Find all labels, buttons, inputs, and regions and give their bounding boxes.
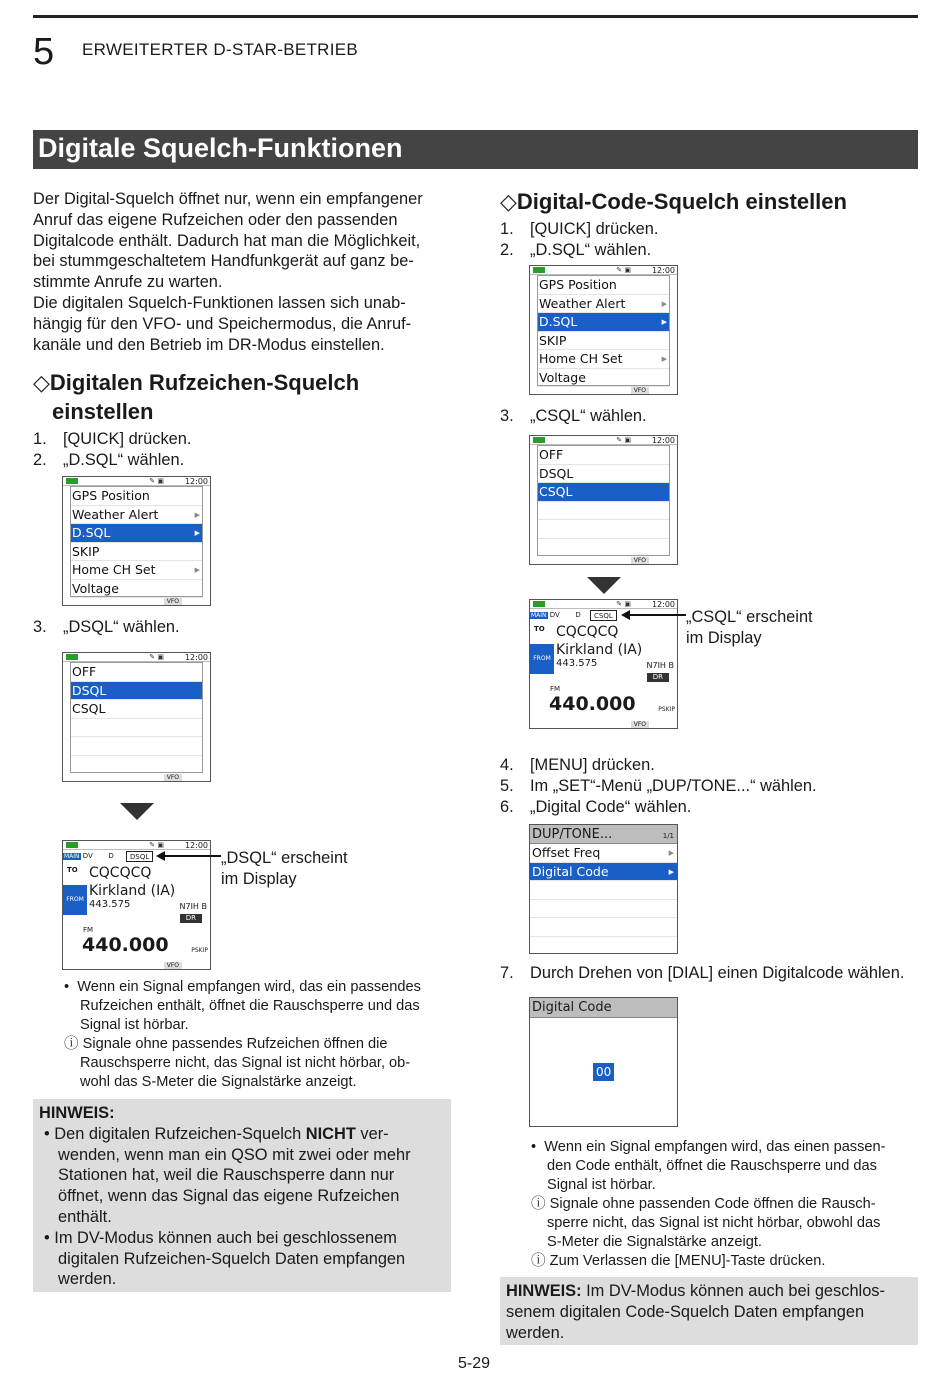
vfo-badge: VFO [631, 557, 649, 564]
menu-item-csql[interactable]: CSQL [71, 700, 202, 719]
right-step-3: 3. „CSQL“ wählen. [500, 407, 647, 425]
right-step-1: 1. [QUICK] drücken. [500, 220, 659, 238]
menu-item-offset[interactable]: Offset Freq ▶ [530, 844, 677, 863]
dsql-menu-screen-left: ✎ ▣ 12:00 OFF DSQL CSQL VFO [62, 652, 211, 782]
diamond-icon: ◇ [33, 370, 50, 395]
battery-icon [533, 601, 545, 607]
repeater-name: Kirkland (IA) [89, 883, 176, 899]
quick-menu [537, 275, 670, 386]
status-icons: ✎ ▣ [616, 600, 631, 608]
arrow-right-icon: ▶ [194, 529, 200, 537]
vfo-badge: VFO [164, 774, 182, 781]
menu-item-csql[interactable]: CSQL [538, 483, 669, 502]
dsql-indicator: DSQL [126, 851, 153, 862]
battery-icon [66, 478, 78, 484]
left-step-2: 2. „D.SQL“ wählen. [33, 451, 185, 469]
quick-menu-screen-left: ✎ ▣ 12:00 GPS Position Weather Alert ▶ D.SQL ▶ SKIP Home CH Set ▶ Voltage VFO [62, 476, 211, 606]
dsql-menu [537, 445, 670, 556]
menu-item-gps[interactable]: GPS Position [538, 276, 669, 295]
status-icons: ✎ ▣ [149, 477, 164, 485]
vfo-badge: VFO [631, 387, 649, 394]
battery-icon [66, 842, 78, 848]
right-step-2: 2. „D.SQL“ wählen. [500, 241, 652, 259]
left-step-1: 1. [QUICK] drücken. [33, 430, 192, 448]
quick-menu-screen-right: ✎ ▣ 12:00 GPS Position Weather Alert ▶ D.SQL ▶ SKIP Home CH Set ▶ Voltage VFO [529, 265, 678, 395]
menu-item-homech[interactable]: Home CH Set ▶ [71, 561, 202, 580]
left-callout: „DSQL“ erscheint im Display [221, 849, 348, 888]
vfo-badge: VFO [631, 721, 649, 728]
repeater-name: Kirkland (IA) [556, 642, 643, 658]
arrow-right-icon: ▶ [668, 867, 674, 876]
intro-paragraph: Der Digital-Squelch öffnet nur, wenn ein empfangener Anruf das eigene Rufzeichen oder den passenden Digitalcode enthält. Dadurch hat man die Möglichkeit, bei stummgeschaltetem Handfunkgerät auf ganz be- stimmte Anrufe zu warten. Die digitalen Squelch-Funktionen lassen sich unab- hängig für den VFO- und Speichermodus, die Anruf- kanäle und den Betrieb im DR-Modus einstellen. [33, 190, 423, 354]
right-step-4: 4. [MENU] drücken. [500, 756, 655, 774]
left-bullets: • Wenn ein Signal empfangen wird, das ein passendes Rufzeichen enthält, öffnet die Rauschsperre und das Signal ist hörbar. ⓘ Signale ohne passendes Rufzeichen öffnen die Rauschsperre nicht, das Signal ist nicht hörbar, ob- wohl das S-Meter die Signalstärke anzeigt. [64, 979, 421, 1090]
vfo-badge: VFO [164, 962, 182, 969]
menu-item-dsql[interactable]: D.SQL ▶ [538, 313, 669, 332]
frequency: 440.000 [82, 934, 169, 956]
battery-icon [533, 437, 545, 443]
chapter-number: 5 [33, 31, 55, 73]
csql-indicator: CSQL [590, 610, 617, 621]
right-callout: „CSQL“ erscheint im Display [686, 608, 813, 647]
menu-item-skip[interactable]: SKIP [538, 332, 669, 351]
battery-icon [66, 654, 78, 660]
arrow-right-icon: ▶ [661, 355, 667, 363]
digital-code-screen: Digital Code 00 [529, 997, 678, 1127]
menu-item-off[interactable]: OFF [71, 663, 202, 682]
menu-item-voltage[interactable]: Voltage [71, 580, 202, 599]
status-icons: ✎ ▣ [616, 436, 631, 444]
menu-item-voltage[interactable]: Voltage [538, 369, 669, 388]
right-bullets: • Wenn ein Signal empfangen wird, das einen passen- den Code enthält, öffnet die Rauschsperre und das Signal ist hörbar. ⓘ Signale ohne passenden Code öffnen die Rausch- sperre nicht, das Signal ist nicht hörbar, obwohl das S-Meter die Signalstärke anzeigt. ⓘ Zum Verlassen die [MENU]-Taste drücken. [531, 1139, 886, 1269]
header-rule [33, 15, 918, 18]
chapter-title: ERWEITERTER D-STAR-BETRIEB [82, 40, 359, 59]
right-step-5: 5. Im „SET“-Menü „DUP/TONE...“ wählen. [500, 777, 817, 795]
display-screen-right: ✎ ▣ 12:00 MAIN DV D CSQL TO CQCQCQ FROM Kirkland (IA) 443.575 N7IH B DR FM 440.000 PSKIP VFO [529, 599, 678, 729]
duptone-screen: DUP/TONE... 1/1 Offset Freq ▶ Digital Code ▶ [529, 824, 678, 954]
menu-item-homech[interactable]: Home CH Set ▶ [538, 350, 669, 369]
right-step-7: 7. Durch Drehen von [DIAL] einen Digitalcode wählen. [500, 964, 905, 982]
left-hinweis: HINWEIS: • Den digitalen Rufzeichen-Squelch NICHT ver- wenden, wenn man ein QSO mit zwei oder mehr Stationen hat, weil die Rauschsperre dann nur öffnet, wenn das Signal das eigene Rufzeichen enthält. • Im DV-Modus können auch bei geschlossenem digitalen Rufzeichen-Squelch Daten empfangen werden. [33, 1099, 451, 1292]
diamond-icon: ◇ [500, 189, 517, 214]
menu-item-weather[interactable]: Weather Alert ▶ [71, 506, 202, 525]
left-step-3: 3. „DSQL“ wählen. [33, 618, 180, 636]
arrow-right-icon: ▶ [194, 566, 200, 574]
menu-item-skip[interactable]: SKIP [71, 543, 202, 562]
arrow-right-icon: ▶ [661, 299, 667, 308]
vfo-badge: VFO [164, 598, 182, 605]
menu-item-off[interactable]: OFF [538, 446, 669, 465]
menu-item-gps[interactable]: GPS Position [71, 487, 202, 506]
callsign: CQCQCQ [556, 624, 619, 640]
status-icons: ✎ ▣ [616, 266, 631, 274]
menu-item-dsql[interactable]: D.SQL ▶ [71, 524, 202, 543]
arrow-down-icon [587, 577, 621, 594]
menu-item-dsql[interactable]: DSQL [71, 682, 202, 701]
arrow-right-icon: ▶ [661, 318, 667, 326]
right-hinweis: HINWEIS: Im DV-Modus können auch bei geschlos- senem digitalen Code-Squelch Daten empfangen werden. [500, 1277, 918, 1345]
arrow-right-icon: ▶ [668, 849, 674, 857]
page-number: 5-29 [458, 1355, 491, 1372]
arrow-down-icon [120, 803, 154, 820]
frequency: 440.000 [549, 693, 636, 715]
quick-menu [70, 486, 203, 597]
dsql-menu-screen-right: ✎ ▣ 12:00 OFF DSQL CSQL VFO [529, 435, 678, 565]
battery-icon [533, 267, 545, 273]
dsql-menu [70, 662, 203, 773]
status-icons: ✎ ▣ [149, 841, 164, 849]
right-step-6: 6. „Digital Code“ wählen. [500, 798, 692, 816]
display-screen-left: ✎ ▣ 12:00 MAIN DV D DSQL TO CQCQCQ FROM Kirkland (IA) 443.575 N7IH B DR FM 440.000 PSKIP VFO [62, 840, 211, 970]
arrow-right-icon: ▶ [194, 510, 200, 519]
section-title: Digitale Squelch-Funktionen [33, 130, 918, 169]
digital-code-value[interactable]: 00 [593, 1063, 614, 1081]
menu-item-dsql[interactable]: DSQL [538, 465, 669, 484]
status-icons: ✎ ▣ [149, 653, 164, 661]
menu-item-digital-code[interactable]: Digital Code ▶ [530, 863, 677, 882]
callsign: CQCQCQ [89, 865, 152, 881]
menu-item-weather[interactable]: Weather Alert ▶ [538, 295, 669, 314]
right-heading: ◇Digital-Code-Squelch einstellen [500, 189, 847, 214]
left-heading: ◇Digitalen Rufzeichen-Squelch einstellen [33, 370, 360, 424]
